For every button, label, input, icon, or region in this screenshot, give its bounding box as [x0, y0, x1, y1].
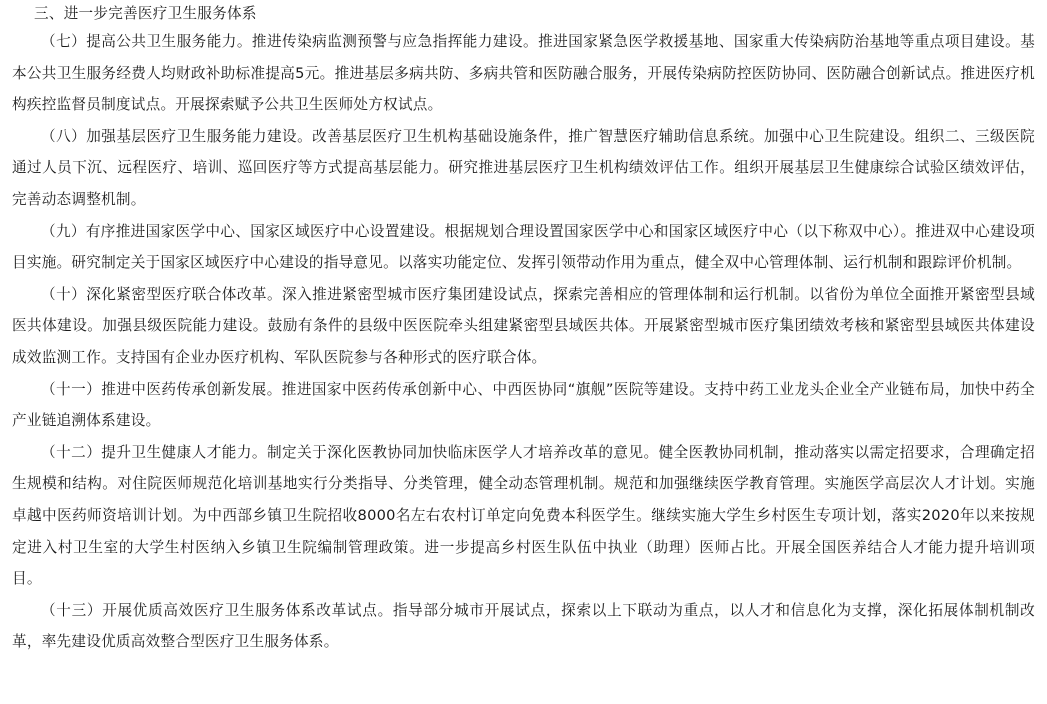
paragraph-public-health: （七）提高公共卫生服务能力。推进传染病监测预警与应急指挥能力建设。推进国家紧急医学救援基地、国家重大传染病防治基地等重点项目建设。基本公共卫生服务经费人均财政补助标准提高5元。推进基层多病共防、多病共管和医防融合服务，开展传染病防控医防协同、医防融合创新试点。推进医疗机构疾控监督员制度试点。开展探索赋予公共卫生医师处方权试点。 — [12, 33, 1035, 114]
paragraph-primary-care: （八）加强基层医疗卫生服务能力建设。改善基层医疗卫生机构基础设施条件，推广智慧医疗辅助信息系统。加强中心卫生院建设。组织二、三级医院通过人员下沉、远程医疗、培训、巡回医疗等方式提高基层能力。研究推进基层医疗卫生机构绩效评估工作。组织开展基层卫生健康综合试验区绩效评估，完善动态调整机制。 — [12, 127, 1035, 208]
section-title: 三、进一步完善医疗卫生服务体系 — [34, 5, 257, 22]
paragraph-medical-centers: （九）有序推进国家医学中心、国家区域医疗中心设置建设。根据规划合理设置国家医学中心和国家区域医疗中心（以下称双中心）。推进双中心建设项目实施。研究制定关于国家区域医疗中心建设的指导意见。以落实功能定位、发挥引领带动作用为重点，健全双中心管理体制、运行机制和跟踪评价机制。 — [12, 222, 1035, 272]
paragraph-talent: （十二）提升卫生健康人才能力。制定关于深化医教协同加快临床医学人才培养改革的意见。健全医教协同机制，推动落实以需定招要求，合理确定招生规模和结构。对住院医师规范化培训基地实行分类指导、分类管理，健全动态管理机制。规范和加强继续医学教育管理。实施医学高层次人才计划。实施卓越中医药师资培训计划。为中西部乡镇卫生院招收8000名左右农村订单定向免费本科医学生。继续实施大学生乡村医生专项计划，落实2020年以来按规定进入村卫生室的大学生村医纳入乡镇卫生院编制管理政策。进一步提高乡村医生队伍中执业（助理）医师占比。开展全国医养结合人才能力提升培训项目。 — [12, 443, 1035, 588]
paragraph-reform-pilot: （十三）开展优质高效医疗卫生服务体系改革试点。指导部分城市开展试点，探索以上下联动为重点，以人才和信息化为支撑，深化拓展体制机制改革，率先建设优质高效整合型医疗卫生服务体系。 — [12, 601, 1035, 651]
paragraph-medical-alliance: （十）深化紧密型医疗联合体改革。深入推进紧密型城市医疗集团建设试点，探索完善相应的管理体制和运行机制。以省份为单位全面推开紧密型县域医共体建设。加强县级医院能力建设。鼓励有条件的县级中医医院牵头组建紧密型县域医共体。开展紧密型城市医疗集团绩效考核和紧密型县域医共体建设成效监测工作。支持国有企业办医疗机构、军队医院参与各种形式的医疗联合体。 — [12, 285, 1035, 366]
paragraph-tcm: （十一）推进中医药传承创新发展。推进国家中医药传承创新中心、中西医协同“旗舰”医院等建设。支持中药工业龙头企业全产业链布局，加快中药全产业链追溯体系建设。 — [12, 380, 1035, 430]
